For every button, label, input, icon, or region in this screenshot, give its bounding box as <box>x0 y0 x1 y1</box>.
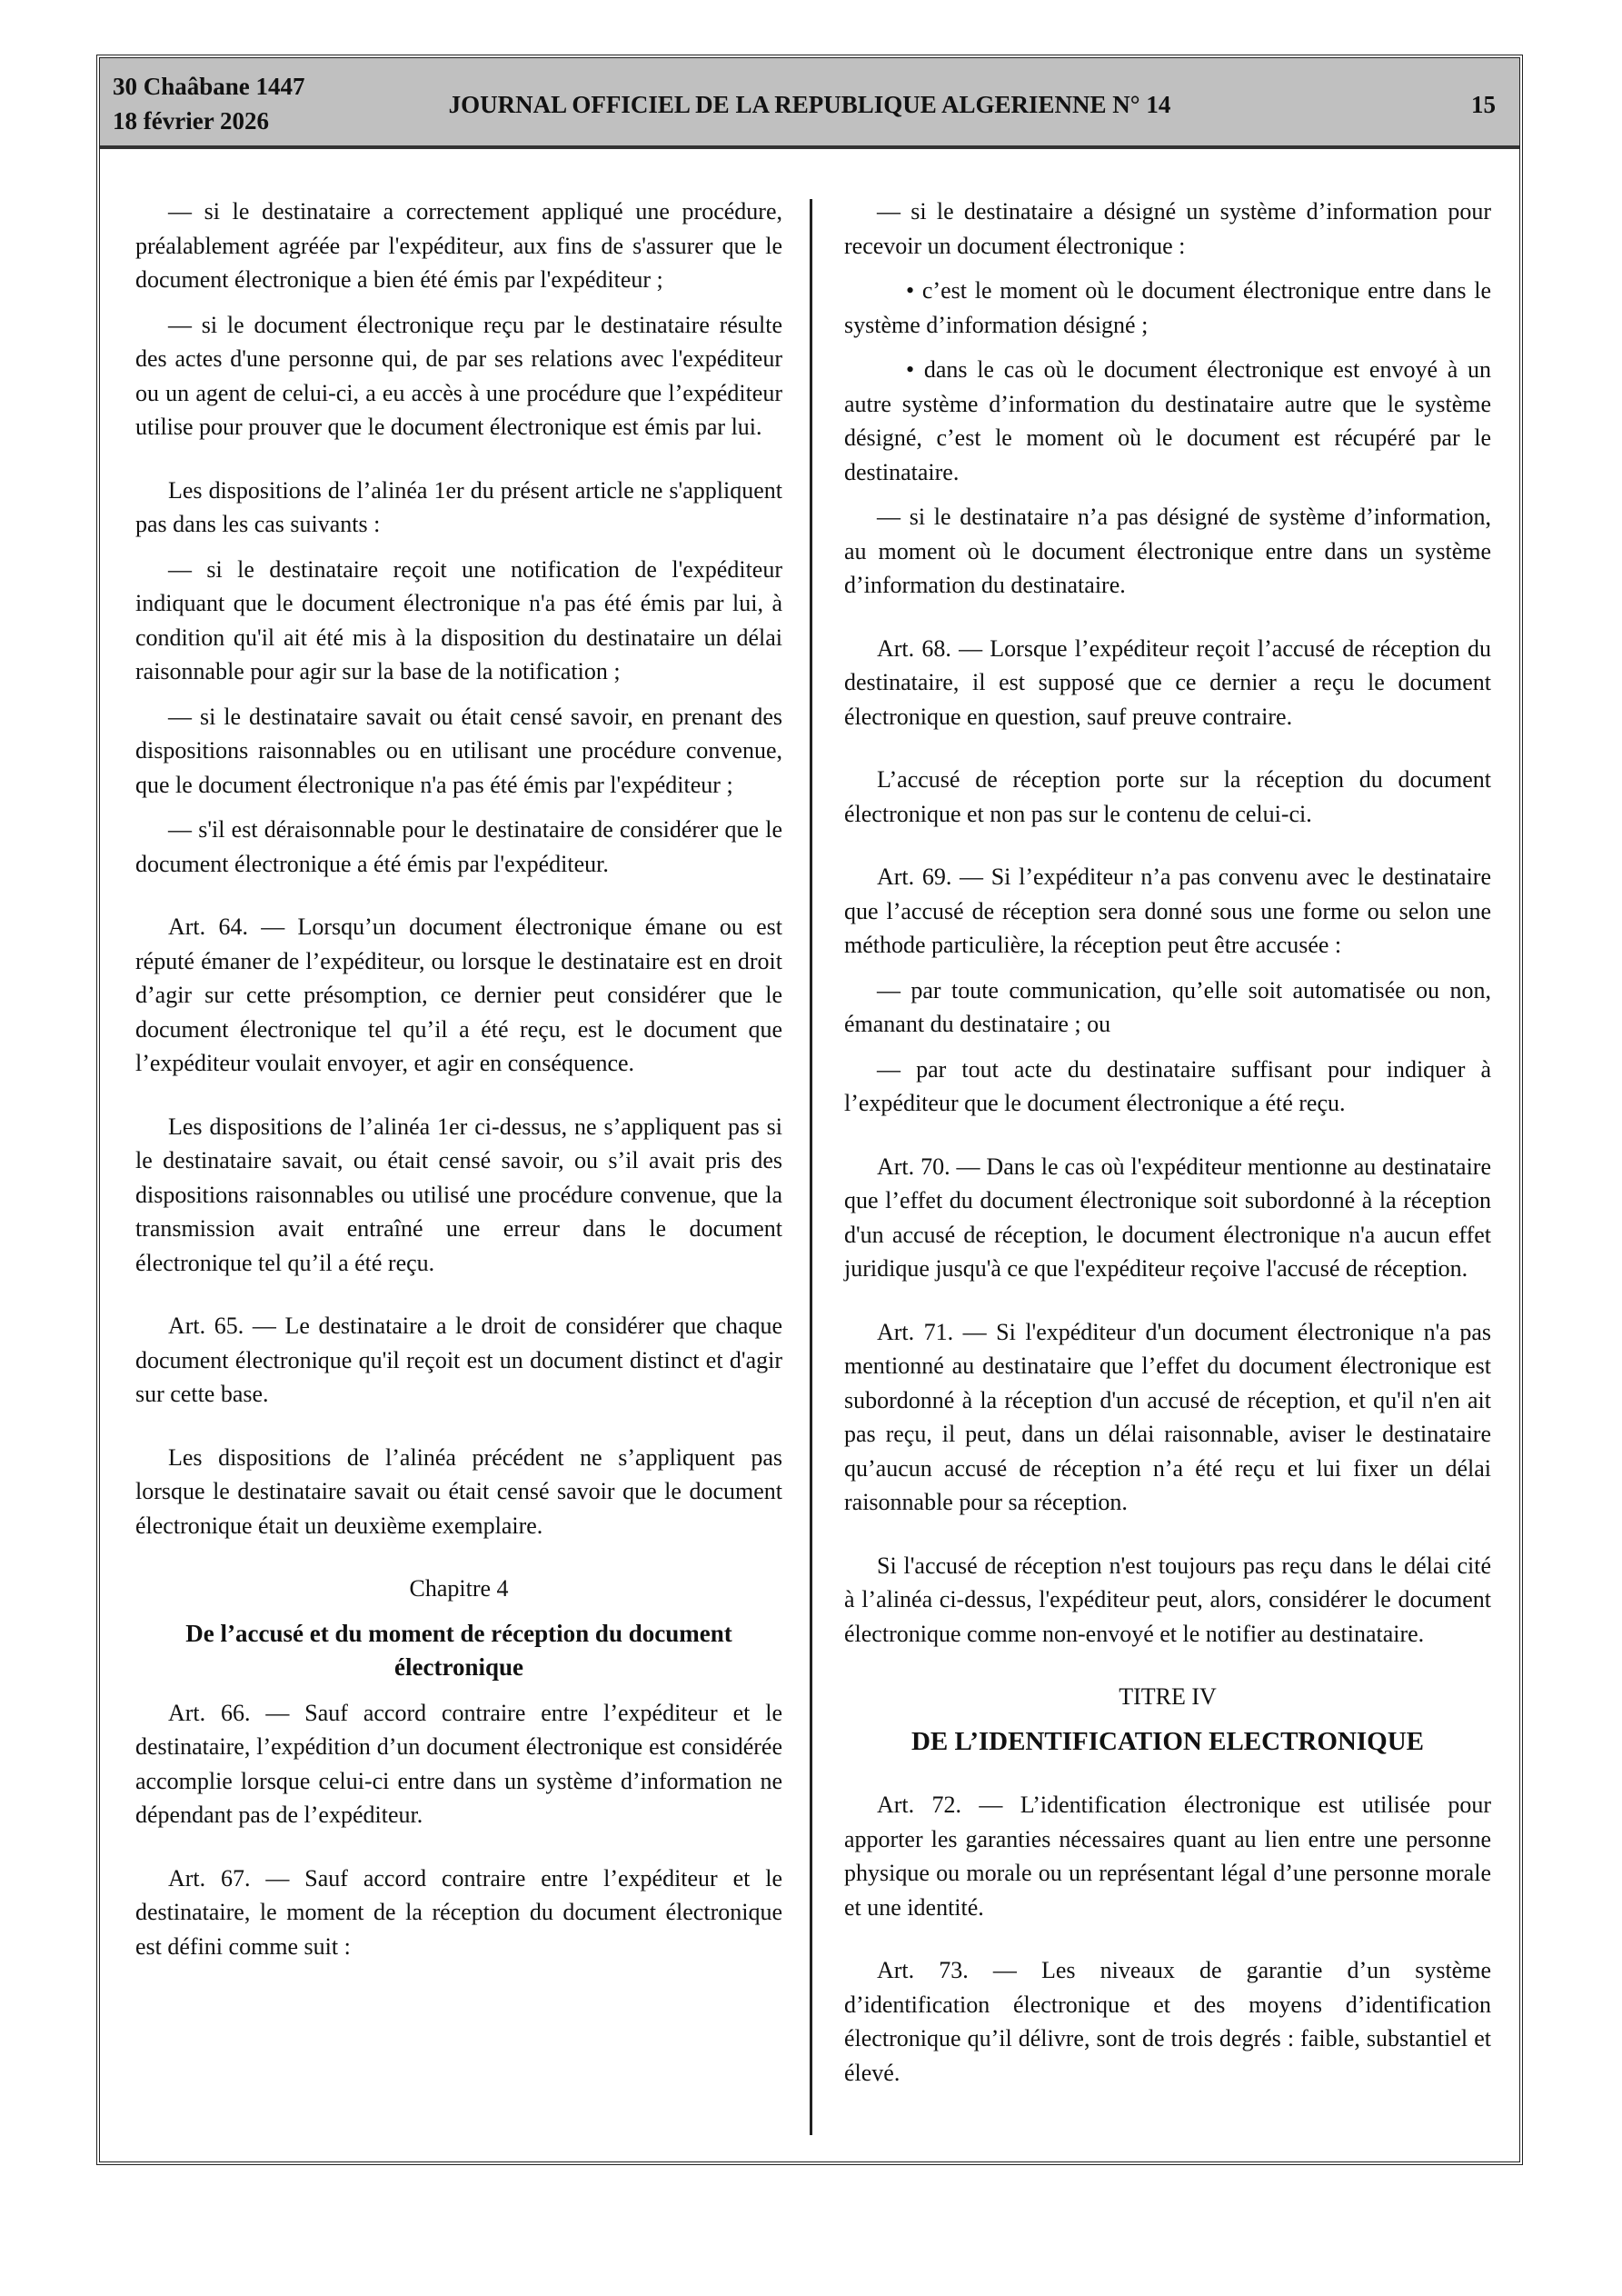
paragraph: Art. 70. — Dans le cas où l'expéditeur mentionne au destinataire que l’effet du document électronique soit subordonné à la réception d'un accusé de réception, le document électronique n'a aucun effet juridique jusqu'à ce que l'expéditeur reçoive l'accusé de réception. <box>844 1153 1491 1282</box>
section-heading: Chapitre 4 <box>409 1575 509 1602</box>
left-column <box>135 195 782 1974</box>
paragraph: Les dispositions de l’alinéa 1er ci-dessus, ne s’appliquent pas si le destinataire savait, ou était censé savoir, ou s’il avait pris des dispositions raisonnables ou utilisé une procédure convenue, que la transmission avait entraîné une erreur dans le document électronique tel qu’il a été reçu. <box>135 1113 782 1276</box>
gregorian-date: 18 février 2026 <box>113 107 269 135</box>
paragraph: L’accusé de réception porte sur la réception du document électronique et non pas sur le contenu de celui-ci. <box>844 766 1491 827</box>
journal-title: JOURNAL OFFICIEL DE LA REPUBLIQUE ALGERIENNE N° 14 <box>448 91 1171 118</box>
paragraph: Art. 65. — Le destinataire a le droit de considérer que chaque document électronique qu'il reçoit est un document distinct et d'agir sur cette base. <box>135 1313 782 1407</box>
paragraph: Art. 64. — Lorsqu’un document électronique émane ou est réputé émaner de l’expéditeur, ou lorsque le destinataire est en droit d’agir sur cette présomption, ce dernier peut considérer que le document électronique tel qu’il a été reçu, est le document que l’expéditeur voulait envoyer, et agir en conséquence. <box>135 913 782 1076</box>
section-heading: DE L’IDENTIFICATION ELECTRONIQUE <box>911 1726 1424 1756</box>
paragraph: — si le document électronique reçu par le destinataire résulte des actes d'une personne qui, de par ses relations avec l'expéditeur ou un agent de celui-ci, a eu accès à une procédure que l’expéditeur utilise pour prouver que le document électronique est émis par lui. <box>135 311 782 440</box>
column-divider <box>810 199 812 2135</box>
paragraph: Art. 73. — Les niveaux de garantie d’un système d’identification électronique et des moyens d’identification électronique qu’il délivre, sont de trois degrés : faible, substantiel et élevé. <box>844 1957 1491 2086</box>
paragraph: • c’est le moment où le document électronique entre dans le système d’information désigné ; <box>844 277 1491 338</box>
paragraph: — s'il est déraisonnable pour le destinataire de considérer que le document électronique a été émis par l'expéditeur. <box>135 816 782 877</box>
section-heading: De l’accusé et du moment de réception du document électronique <box>185 1619 732 1681</box>
paragraph: Art. 66. — Sauf accord contraire entre l’expéditeur et le destinataire, l’expédition d’un document électronique est considérée accomplie lorsque celui-ci entre dans un système d’information ne dépendant pas de l’expéditeur. <box>135 1699 782 1828</box>
paragraph: — si le destinataire reçoit une notification de l'expéditeur indiquant que le document électronique n'a pas été émis par lui, à condition qu'il ait été mis à la disposition du destinataire un délai raisonnable pour agir sur la base de la notification ; <box>135 555 782 684</box>
paragraph: Les dispositions de l’alinéa 1er du présent article ne s'appliquent pas dans les cas suivants : <box>135 476 782 537</box>
paragraph: Art. 71. — Si l'expéditeur d'un document électronique n'a pas mentionné au destinataire que l’effet du document électronique est subordonné à la réception d'un accusé de réception, et qu'il n'en ait pas reçu, il peut, dans un délai raisonnable, aviser le destinataire qu’aucun accusé de réception n’a été reçu et lui fixer un délai raisonnable pour sa réception. <box>844 1318 1491 1515</box>
paragraph: — si le destinataire savait ou était censé savoir, en prenant des dispositions raisonnables ou en utilisant une procédure convenue, que le document électronique n'a pas été émis par l'expéditeur ; <box>135 703 782 798</box>
page-header <box>100 58 1519 149</box>
paragraph: Art. 68. — Lorsque l’expéditeur reçoit l’accusé de réception du destinataire, il est supposé que ce dernier a reçu le document électronique en question, sauf preuve contraire. <box>844 634 1491 730</box>
paragraph: Les dispositions de l’alinéa précédent ne s’appliquent pas lorsque le destinataire savait ou était censé savoir que le document électronique était un deuxième exemplaire. <box>135 1443 782 1539</box>
paragraph: — par toute communication, qu’elle soit automatisée ou non, émanant du destinataire ; ou <box>844 976 1491 1037</box>
section-heading: TITRE IV <box>1119 1683 1217 1710</box>
paragraph: — si le destinataire a correctement appliqué une procédure, préalablement agréée par l'expéditeur, aux fins de s'assurer que le document électronique a bien été émis par l'expéditeur ; <box>135 198 782 293</box>
paragraph: — si le destinataire a désigné un système d’information pour recevoir un document électronique : <box>844 198 1491 259</box>
paragraph: — si le destinataire n’a pas désigné de système d’information, au moment où le document électronique entre dans un système d’information du destinataire. <box>844 504 1491 598</box>
paragraph: — par tout acte du destinataire suffisant pour indiquer à l’expéditeur que le document électronique a été reçu. <box>844 1055 1491 1116</box>
page-frame <box>96 55 1523 2165</box>
paragraph: Si l'accusé de réception n'est toujours pas reçu dans le délai cité à l’alinéa ci-dessus, l'expéditeur peut, alors, considérer le document électronique comme non-envoyé et le notifier au destinataire. <box>844 1552 1491 1647</box>
paragraph: • dans le cas où le document électronique est envoyé à un autre système d’information du destinataire autre que le système désigné, c’est le moment où le document est récupéré par le destinataire. <box>844 356 1491 485</box>
paragraph: Art. 67. — Sauf accord contraire entre l’expéditeur et le destinataire, le moment de la réception du document électronique est défini comme suit : <box>135 1864 782 1960</box>
right-column <box>844 195 1491 2101</box>
hijri-date: 30 Chaâbane 1447 <box>113 73 305 100</box>
paragraph: Art. 72. — L’identification électronique est utilisée pour apporter les garanties nécessaires quant au lien entre une personne physique ou morale ou un représentant légal d’une personne morale et une identité. <box>844 1792 1491 1921</box>
paragraph: Art. 69. — Si l’expéditeur n’a pas convenu avec le destinataire que l’accusé de réception sera donné sous une forme ou selon une méthode particulière, la réception peut être accusée : <box>844 863 1491 958</box>
page-number: 15 <box>1471 91 1496 118</box>
